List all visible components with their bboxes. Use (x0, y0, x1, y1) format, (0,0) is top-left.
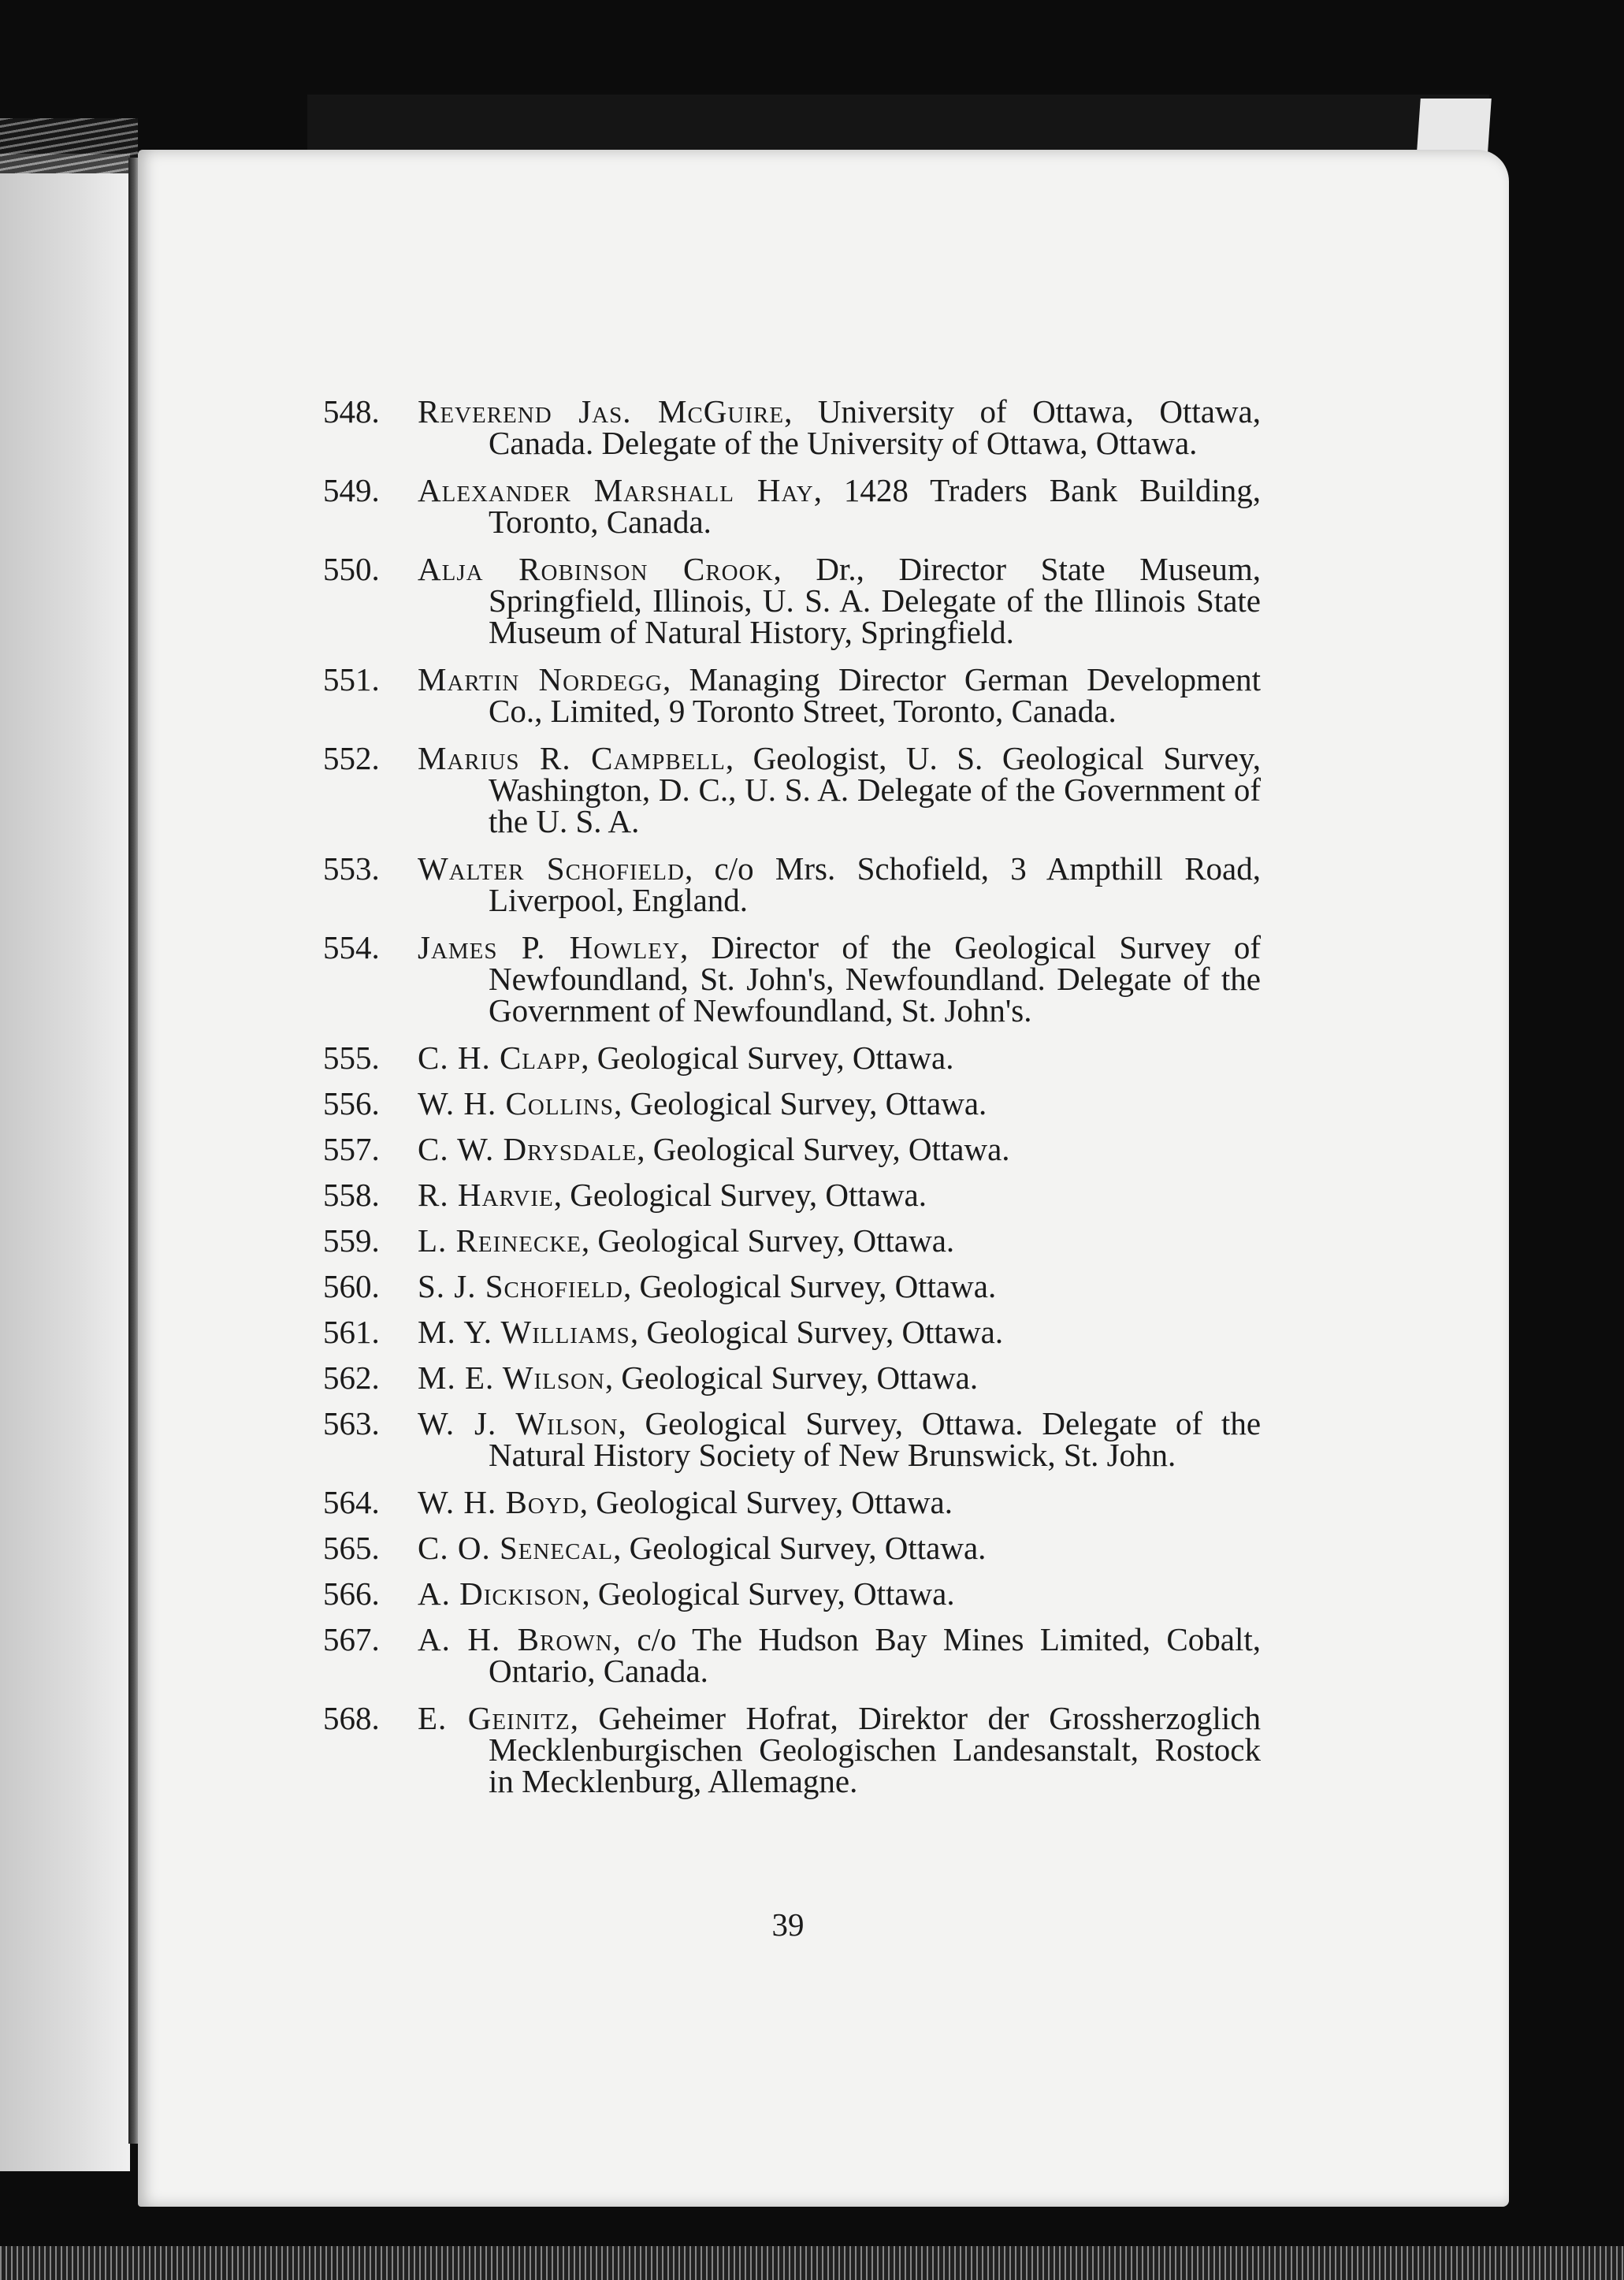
entry-name: C. W. Drysdale (418, 1131, 637, 1167)
entry-name: W. H. Boyd (418, 1484, 580, 1520)
list-item (323, 472, 1261, 540)
entry-name: Alexander Marshall Hay (418, 472, 814, 508)
entry-text (418, 1702, 1261, 1797)
list-item (323, 1085, 1261, 1121)
entry-text (418, 1359, 1261, 1396)
list-item (323, 929, 1261, 1028)
entry-number: 557. (323, 1131, 380, 1167)
list-item (323, 1359, 1261, 1396)
entry-details: , Geological Survey, Ottawa. (579, 1484, 953, 1520)
entry-details: , 1428 Traders Bank Building, Toronto, Canada. (489, 472, 1261, 540)
entry-number: 564. (323, 1484, 380, 1520)
entry-details: , Geological Survey, Ottawa. (637, 1131, 1010, 1167)
entry-number: 555. (323, 1040, 380, 1076)
list-item (323, 1575, 1261, 1612)
list-item (323, 1405, 1262, 1473)
entry-number: 567. (323, 1621, 380, 1657)
entry-text (418, 742, 1261, 837)
list-item (323, 1621, 1261, 1689)
list-item (323, 1532, 1261, 1564)
entry-text (418, 1405, 1262, 1473)
entry-details: , Geological Survey, Ottawa. (604, 1359, 979, 1396)
entry-number: 562. (323, 1359, 380, 1396)
entry-text (418, 850, 1261, 918)
list-item (323, 1270, 1261, 1302)
entry-text (418, 661, 1261, 729)
entry-name: M. E. Wilson (418, 1359, 605, 1396)
page-number: 39 (771, 1906, 805, 1943)
list-item (323, 1179, 1261, 1211)
entry-details: , Geological Survey, Ottawa. (581, 1040, 954, 1076)
entry-details: , Geheimer Hofrat, Direktor der Grossherzoglich Mecklenburgischen Geologischen Landesanstalt, Rostock in Mecklenburg, Allemagne. (489, 1700, 1262, 1799)
list-item (323, 1222, 1261, 1259)
entry-name: Alja Robinson Crook (418, 551, 774, 587)
entry-details: , Managing Director German Development Co., Limited, 9 Toronto Street, Toronto, Canada. (489, 661, 1261, 729)
entry-details: , Dr., Director State Museum, Springfield, Illinois, U. S. A. Delegate of the Illinois State Museum of Natural History, Springfield. (489, 551, 1261, 650)
entry-text (418, 1040, 1261, 1076)
entry-details: , Geological Survey, Ottawa. (581, 1222, 955, 1259)
entry-text (418, 553, 1261, 648)
entry-number: 561. (323, 1314, 380, 1350)
entry-name: Martin Nordegg (418, 661, 663, 697)
entry-text (418, 393, 1261, 461)
entry-number: 548. (323, 393, 380, 430)
list-item (323, 393, 1261, 461)
entry-number: 563. (323, 1405, 380, 1441)
entry-text (418, 929, 1261, 1028)
entry-text (418, 1270, 1261, 1302)
list-item (323, 742, 1261, 837)
entry-text (418, 1222, 1261, 1259)
entry-name: S. J. Schofield (418, 1268, 623, 1304)
entry-details: , Geological Survey, Ottawa. Delegate of the Natural History Society of New Brunswick, St. John. (489, 1405, 1262, 1473)
entry-details: , Geological Survey, Ottawa. (622, 1268, 997, 1304)
entry-text (418, 1085, 1261, 1121)
entry-number: 559. (323, 1222, 380, 1259)
entry-details: , Geological Survey, Ottawa. (614, 1085, 987, 1121)
delegate-list (323, 393, 1262, 1813)
entry-text (418, 1621, 1261, 1689)
entry-text (418, 1179, 1261, 1211)
entry-name: R. Harvie (418, 1177, 554, 1213)
entry-name: Walter Schofield (418, 850, 685, 887)
entry-details: , c/o The Hudson Bay Mines Limited, Cobalt, Ontario, Canada. (489, 1621, 1261, 1689)
list-item (323, 1702, 1261, 1797)
entry-details: , Geological Survey, Ottawa. (553, 1177, 927, 1213)
entry-number: 556. (323, 1085, 380, 1121)
entry-name: L. Reinecke (418, 1222, 582, 1259)
entry-name: A. Dickison (418, 1575, 582, 1612)
entry-number: 550. (323, 551, 380, 587)
entry-details: , Geological Survey, Ottawa. (613, 1530, 987, 1566)
entry-name: James P. Howley (418, 929, 680, 965)
entry-number: 566. (323, 1575, 380, 1612)
entry-details: , Geological Survey, Ottawa. (582, 1575, 955, 1612)
entry-number: 558. (323, 1177, 380, 1213)
list-item (323, 1040, 1261, 1076)
entry-text (418, 1133, 1261, 1165)
entry-text (418, 1316, 1261, 1348)
entry-number: 549. (323, 472, 380, 508)
entry-name: Marius R. Campbell (418, 740, 726, 776)
entry-number: 553. (323, 850, 380, 887)
entry-number: 560. (323, 1268, 380, 1304)
entry-name: W. J. Wilson (418, 1405, 619, 1441)
entry-number: 568. (323, 1700, 380, 1736)
left-page-edge (0, 154, 130, 2171)
entry-name: C. O. Senecal (418, 1530, 614, 1566)
entry-number: 552. (323, 740, 380, 776)
entry-details: , Geological Survey, Ottawa. (630, 1314, 1004, 1350)
list-item (323, 1486, 1261, 1518)
list-item (323, 553, 1261, 648)
list-item (323, 850, 1261, 918)
list-item (323, 1133, 1261, 1165)
entry-details: , c/o Mrs. Schofield, 3 Ampthill Road, Liverpool, England. (489, 850, 1261, 918)
entry-text (418, 1532, 1261, 1564)
entry-details: , Director of the Geological Survey of Newfoundland, St. John's, Newfoundland. Delegate of the Government of Newfoundland, St. John's. (489, 929, 1261, 1028)
entry-text (418, 1575, 1261, 1612)
entry-number: 565. (323, 1530, 380, 1566)
entry-text (418, 1486, 1261, 1518)
entry-details: , Geologist, U. S. Geological Survey, Washington, D. C., U. S. A. Delegate of the Government of the U. S. A. (489, 740, 1261, 839)
entry-name: A. H. Brown (418, 1621, 613, 1657)
entry-name: Reverend Jas. McGuire (418, 393, 785, 430)
list-item (323, 1316, 1261, 1348)
entry-details: , University of Ottawa, Ottawa, Canada. Delegate of the University of Ottawa, Ottawa. (489, 393, 1261, 461)
entry-name: M. Y. Williams (418, 1314, 630, 1350)
entry-number: 554. (323, 929, 380, 965)
entry-number: 551. (323, 661, 380, 697)
top-page-edge (307, 95, 1489, 158)
entry-name: W. H. Collins (418, 1085, 614, 1121)
entry-text (418, 472, 1261, 540)
bottom-scan-edge (0, 2246, 1624, 2280)
left-page-texture (0, 118, 138, 173)
entry-name: C. H. Clapp (418, 1040, 582, 1076)
entry-name: E. Geinitz (418, 1700, 570, 1736)
list-item (323, 661, 1261, 729)
